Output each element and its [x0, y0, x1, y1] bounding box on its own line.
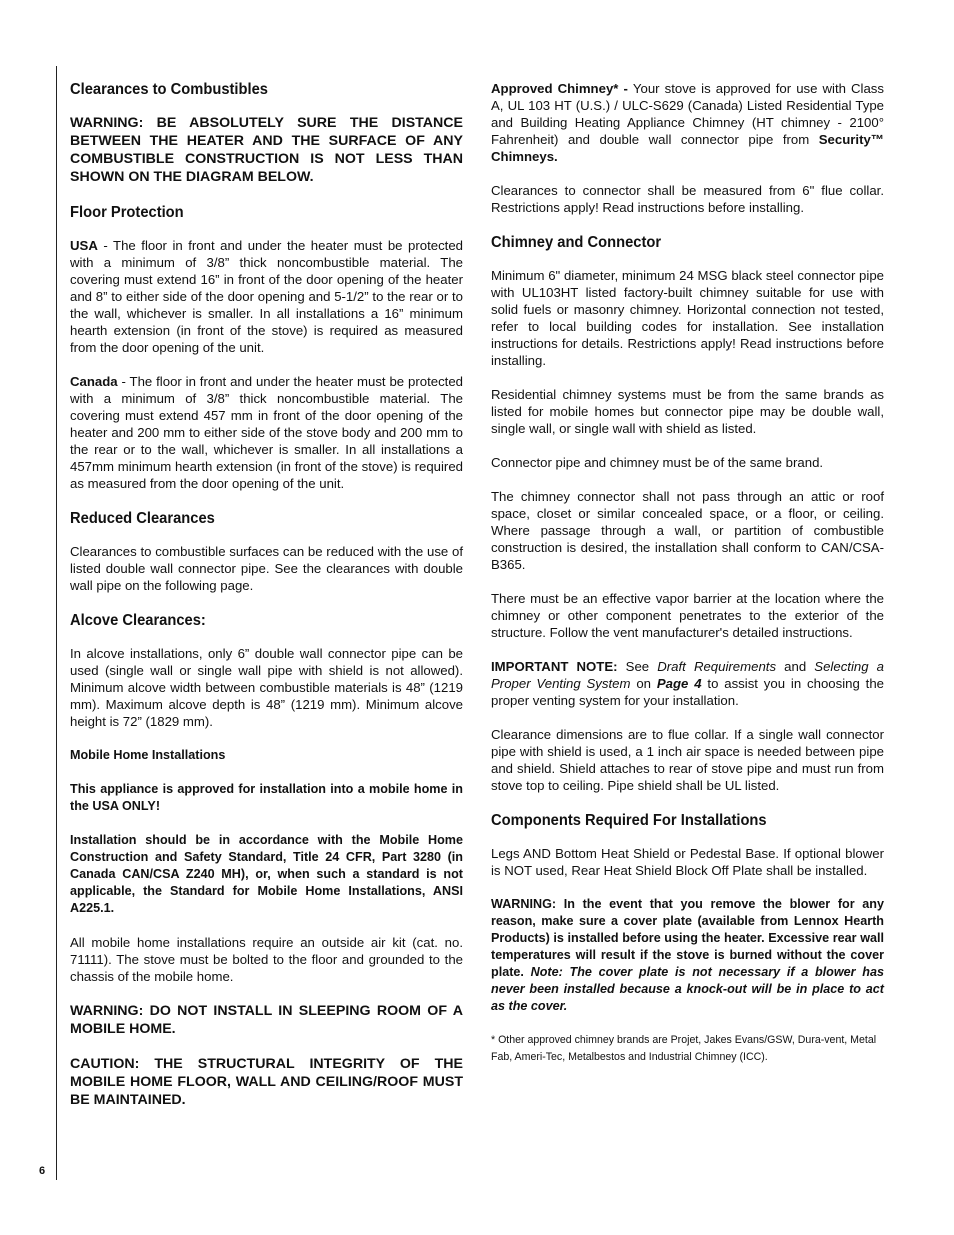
clearance-dimensions-text: Clearance dimensions are to flue collar. If a single wall connector pipe with shield is used, a 1 inch air space is needed between pipe and shield. Shield attaches to rear of stove pipe and must run from stove top to ceiling. Pipe shield shall be UL listed. — [491, 727, 884, 793]
clearances-warning: WARNING: BE ABSOLUTELY SURE THE DISTANCE BETWEEN THE HEATER AND THE SURFACE OF ANY COMBUSTIBLE CONSTRUCTION IS NOT LESS THAN SHOWN ON THE DIAGRAM BELOW. — [70, 115, 463, 185]
important-note-rest: to assist you in choosing the proper venting system for your installation. — [491, 676, 884, 708]
draft-requirements-ref: Draft Requirements — [657, 659, 777, 674]
vapor-barrier-text: There must be an effective vapor barrier at the location where the chimney or other component penetrates to the exterior of the structure. Follow the vent manufacturer's detailed instructions. — [491, 591, 884, 640]
canada-text: - The floor in front and under the heater must be protected with a minimum of 3/8” thick noncombustible material. The covering must extend 457 mm in front of the door opening of the heater and 200 mm to either side of the stove body and 200 mm to the rear or to the wall, whichever is smaller. In all installations a 457mm minimum hearth extension (in front of the stove) is required as measured from the door opening of the unit. — [70, 374, 463, 491]
canada-label: Canada — [70, 374, 118, 389]
alcove-clearances-heading: Alcove Clearances: — [70, 612, 206, 629]
right-column — [491, 80, 884, 1083]
blower-warning-text: WARNING: In the event that you remove the blower for any reason, make sure a cover plate (available from Lennox Hearth Products) is installed before using the heater. Excessive rear wall temperatures will result if the stove is burned without the cover plate. — [491, 897, 884, 979]
venting-system-ref: Selecting a Proper Venting System — [491, 659, 884, 691]
components-text: Legs AND Bottom Heat Shield or Pedestal Base. If optional blower is NOT used, Rear Heat Shield Block Off Plate shall be installed. — [491, 846, 884, 878]
page-number: 6 — [39, 1165, 46, 1177]
important-note-see: See — [617, 659, 658, 674]
structural-caution: CAUTION: THE STRUCTURAL INTEGRITY OF THE MOBILE HOME FLOOR, WALL AND CEILING/ROOF MUST BE MAINTAINED. — [70, 1056, 463, 1108]
approved-chimney-paragraph — [491, 80, 884, 165]
usa-label: USA — [70, 238, 98, 253]
approved-chimney-brand: Security™ Chimneys. — [491, 132, 884, 164]
chimney-connector-heading: Chimney and Connector — [491, 234, 662, 251]
chimney-connector-text: Minimum 6" diameter, minimum 24 MSG black steel connector pipe with UL103HT listed factory-built chimney suitable for use with solid fuels or masonry chimney. Horizontal connection not tested, refer to local building codes for installation. See installation instructions for details. Restrictions apply! Read instructions before installing. — [491, 268, 884, 368]
left-column — [70, 80, 463, 1126]
mobile-home-air-kit: All mobile home installations require an outside air kit (cat. no. 71111). The stove must be bolted to the floor and grounded to the chassis of the mobile home. — [70, 935, 463, 984]
alcove-clearances-text: In alcove installations, only 6” double wall connector pipe can be used (single wall or single wall pipe with shield is not allowed). Minimum alcove width between combustible materials is 48” (1219 mm). Maximum alcove depth is 48” (1219 mm). Minimum alcove height is 72” (1829 mm). — [70, 646, 463, 729]
mobile-home-heading: Mobile Home Installations — [70, 748, 226, 762]
blower-warning — [491, 896, 884, 1015]
important-note-paragraph — [491, 658, 884, 709]
important-note-label: IMPORTANT NOTE: — [491, 659, 618, 674]
approved-chimney-label: Approved Chimney* - — [491, 81, 633, 96]
canada-paragraph — [70, 373, 463, 492]
approved-chimney-text: Your stove is approved for use with Class A, UL 103 HT (U.S.) / ULC-S629 (Canada) Listed Residential Type and Building Heating Appliance Chimney (HT chimney - 2100° Fahrenheit) and double wall connector pipe from — [491, 81, 884, 147]
sleeping-room-warning: WARNING: DO NOT INSTALL IN SLEEPING ROOM OF A MOBILE HOME. — [70, 1003, 463, 1037]
reduced-clearances-text: Clearances to combustible surfaces can be reduced with the use of listed double wall connector pipe. See the clearances with double wall pipe on the following page. — [70, 544, 463, 593]
blower-note: Note: The cover plate is not necessary if a blower has never been installed because a knock-out will be in place to act as the cover. — [491, 965, 884, 1013]
residential-chimney-text: Residential chimney systems must be from the same brands as listed for mobile homes but connector pipe may be double wall, single wall, or single wall with shield as listed. — [491, 387, 884, 436]
chimney-footnote: * Other approved chimney brands are Projet, Jakes Evans/GSW, Dura-vent, Metal Fab, Ameri-Tec, Metalbestos and Industrial Chimney (ICC). — [491, 1034, 877, 1063]
important-note-and: and — [776, 659, 815, 674]
components-heading: Components Required For Installations — [491, 812, 767, 829]
page-reference: Page 4 — [656, 676, 702, 691]
important-note-on: on — [630, 676, 657, 691]
clearances-heading: Clearances to Combustibles — [70, 81, 268, 98]
mobile-home-standard: Installation should be in accordance with the Mobile Home Construction and Safety Standard, Title 24 CFR, Part 3280 (in Canada CAN/CSA Z240 MH), or, when such a standard is not applicable, the Standard for Mobile Home Installations, ANSI A225.1. — [70, 833, 463, 915]
attic-text: The chimney connector shall not pass through an attic or roof space, closet or similar concealed space, or a floor, or ceiling. Where passage through a wall, or partition of combustible construction is desired, the installation shall conform to CAN/CSA-B365. — [491, 489, 884, 572]
floor-protection-heading: Floor Protection — [70, 204, 184, 221]
same-brand-text: Connector pipe and chimney must be of the same brand. — [491, 455, 824, 470]
reduced-clearances-heading: Reduced Clearances — [70, 510, 215, 527]
usa-paragraph — [70, 237, 463, 356]
page-margin-rule — [56, 66, 57, 1180]
connector-clearance-text: Clearances to connector shall be measured from 6" flue collar. Restrictions apply! Read instructions before installing. — [491, 183, 884, 215]
mobile-home-approved: This appliance is approved for installation into a mobile home in the USA ONLY! — [70, 782, 463, 813]
usa-text: - The floor in front and under the heater must be protected with a minimum of 3/8” thick noncombustible material. The covering must extend 16” in front of the door opening of the heater and 8” to either side of the door opening and 5-1/2” to the rear or to the wall, whichever is smaller. In all installations a 16” minimum hearth extension (in front of the stove) is required as measured from the door opening of the unit. — [70, 238, 463, 355]
